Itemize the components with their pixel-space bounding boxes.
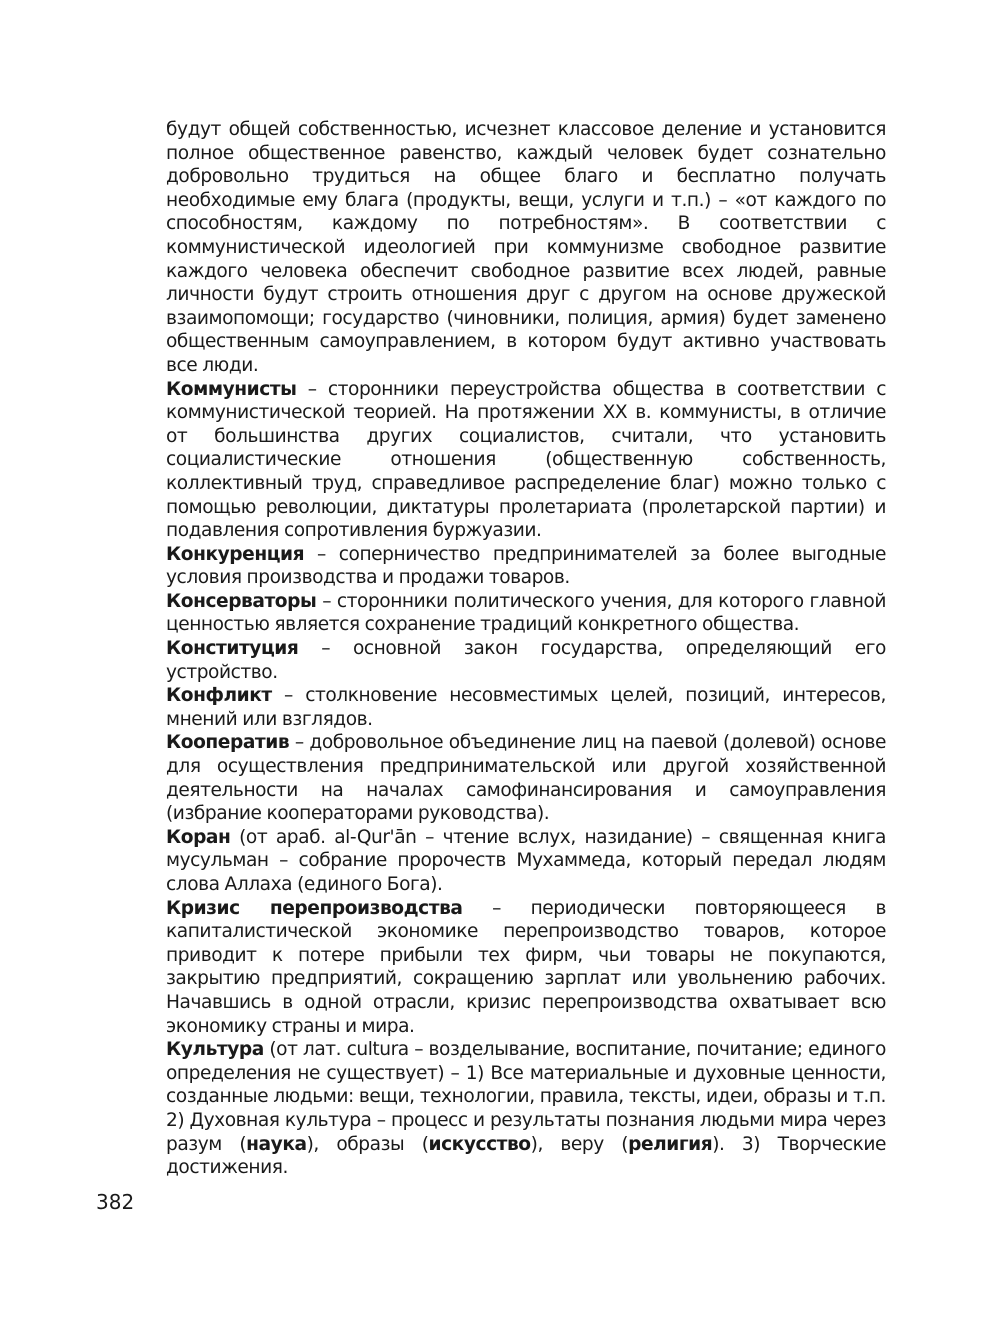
inline-term-iskusstvo: искусство: [428, 1133, 531, 1155]
entry-definition-part: (от лат. cultura – возделывание, воспитание, почитание; единого определения не существует) – 1) Все материальные и духовные ценности, созданные людьми: вещи, технологии, правила, тексты, идеи, образы и т.п. 2) Духовная культура – процесс и результаты познания людьми мира через разум (: [166, 1039, 886, 1155]
entry-definition: – добровольное объединение лиц на паевой (долевой) основе для осуществления предпринимательской или другой хозяйственной деятельности на началах самофинансирования и самоуправления (избрание кооператорами руководства).: [166, 732, 886, 825]
entry-konstitutsiya: [166, 637, 886, 684]
entry-kommunisty: [166, 378, 886, 543]
inline-term-religiya: религия: [628, 1133, 713, 1155]
entry-definition: – столкновение несовместимых целей, позиций, интересов, мнений или взглядов.: [166, 685, 886, 730]
entry-konflikt: [166, 684, 886, 731]
entry-term: Конституция: [166, 638, 299, 660]
entry-definition: – сторонники переустройства общества в соответствии с коммунистической теорией. На протяжении XX в. коммунисты, в отличие от большинства других социалистов, считали, что установить социалистические отношения (общественную собственность, коллективный труд, справедливое распределение благ) можно только с помощью революции, диктатуры пролетариата (пролетарской партии) и подавления сопротивления буржуазии.: [166, 378, 886, 542]
entry-definition-part: ), веру (: [530, 1133, 629, 1155]
entry-konkurentsiya: [166, 543, 886, 590]
entry-konservatory: [166, 590, 886, 637]
entry-term: Кооператив: [166, 732, 290, 754]
page-number: 382: [96, 1190, 135, 1214]
entry-koran: [166, 826, 886, 897]
entry-krizis: [166, 897, 886, 1039]
entry-term: Конфликт: [166, 685, 272, 707]
inline-term-nauka: наука: [246, 1133, 307, 1155]
entry-term: Консерваторы: [166, 590, 317, 612]
entry-definition: – основной закон государства, определяющий его устройство.: [166, 638, 886, 683]
entry-term: Культура: [166, 1039, 264, 1061]
entry-definition: – периодически повторяющееся в капиталистической экономике перепроизводство товаров, которое приводит к потере прибыли тех фирм, чьи товары не покупаются, закрытию предприятий, сокращению зарплат или увольнению рабочих. Начавшись в одной отрасли, кризис перепроизводства охватывает всю экономику страны и мира.: [166, 897, 886, 1037]
glossary-text: [166, 118, 886, 1180]
entry-term: Коммунисты: [166, 378, 297, 400]
intro-paragraph: будут общей собственностью, исчезнет классовое деление и установится полное общественное равенство, каждый человек будет сознательно добровольно трудиться на общее благо и бесплатно получать необходимые ему блага (продукты, вещи, услуги и т.п.) – «от каждого по способностям, каждому по потребностям». В соответствии с коммунистической идеологией при коммунизме свободное развитие каждого человека обеспечит свободное развитие всех людей, равные личности будут строить отношения друг с другом на основе дружеской взаимопомощи; государство (чиновники, полиция, армия) будет заменено общественным самоуправлением, в котором будут активно участвовать все люди.: [166, 119, 886, 376]
entry-kooperativ: [166, 731, 886, 825]
entry-definition: – соперничество предпринимателей за более выгодные условия производства и продажи товаров.: [166, 543, 886, 589]
entry-term: Кризис перепроизводства: [166, 897, 463, 919]
entry-definition: – сторонники политического учения, для которого главной ценностью является сохранение традиций конкретного общества.: [166, 590, 886, 636]
entry-definition: (от араб. al-Qur'ān – чтение вслух, назидание) – священная книга мусульман – собрание пророчеств Мухаммеда, который передал людям слова Аллаха (единого Бога).: [166, 826, 886, 895]
entry-kultura: [166, 1038, 886, 1180]
entry-definition-part: ). 3) Творческие достижения.: [166, 1133, 886, 1179]
entry-term: Коран: [166, 826, 231, 848]
entry-term: Конкуренция: [166, 543, 305, 565]
entry-definition-part: ), образы (: [306, 1133, 429, 1155]
